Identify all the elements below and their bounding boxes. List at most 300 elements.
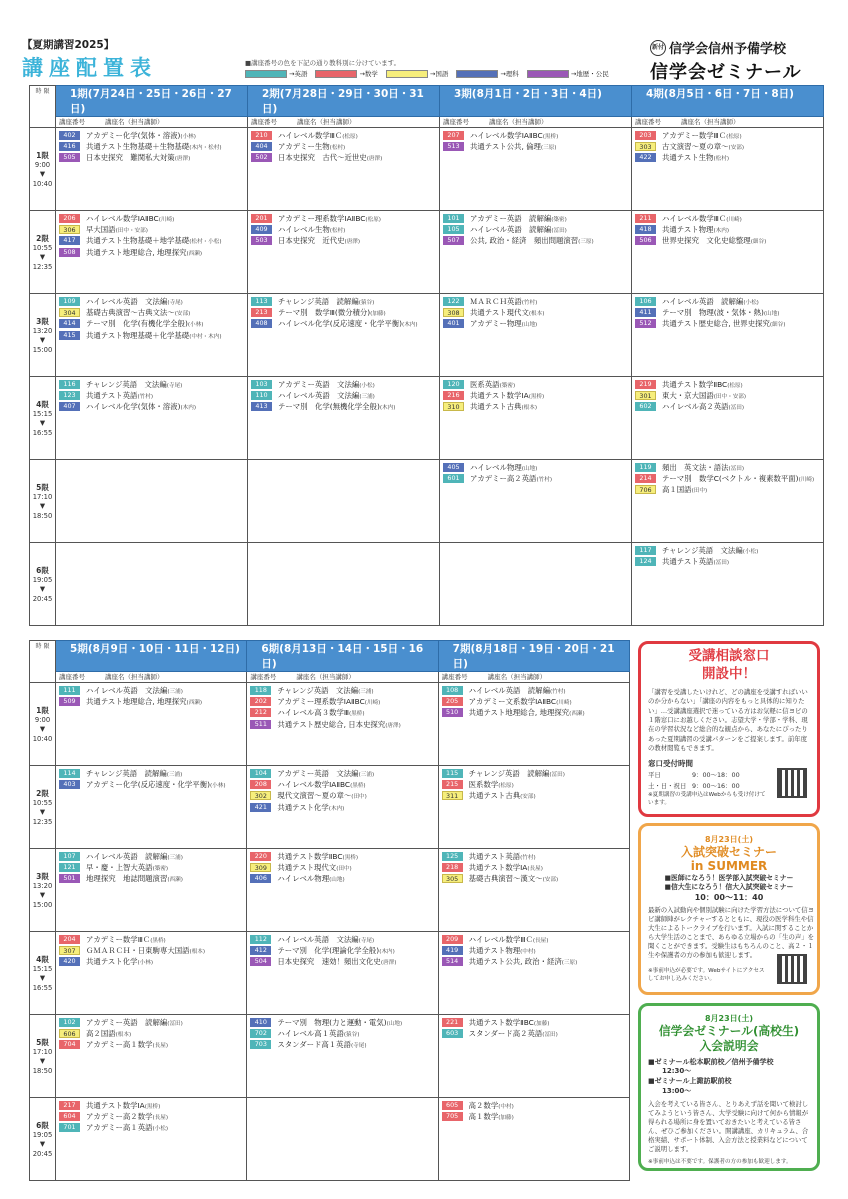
course-code: 404 [251, 142, 272, 151]
course-name: ハイレベル数学ⅠAⅡBC(川崎) [86, 214, 175, 224]
course-code: 216 [443, 391, 464, 400]
course-entry[interactable] [635, 379, 820, 390]
course-entry[interactable] [635, 296, 820, 307]
course-code: 605 [442, 1101, 463, 1110]
course-entry[interactable] [59, 1017, 243, 1028]
course-name: 早大国語(田中・安部) [86, 225, 148, 235]
course-code: 202 [250, 697, 271, 706]
course-code: 219 [635, 380, 656, 389]
course-code: 105 [443, 225, 464, 234]
course-entry[interactable] [251, 296, 436, 307]
course-entry[interactable] [59, 934, 243, 945]
schedule-cell [247, 1098, 438, 1181]
course-code: 119 [635, 463, 656, 472]
course-name: ハイレベル英語 読解編(冨田) [470, 225, 567, 235]
course-entry[interactable] [250, 790, 434, 801]
schedule-cell [56, 1015, 247, 1098]
course-code: 204 [59, 935, 80, 944]
course-entry[interactable] [59, 330, 244, 341]
course-code: 506 [635, 236, 656, 245]
course-name: 共通テスト英語(竹村) [86, 391, 154, 401]
course-entry[interactable] [59, 379, 244, 390]
course-code: 410 [250, 1018, 271, 1027]
schedule-cell [632, 460, 824, 543]
course-code: 402 [59, 131, 80, 140]
course-entry[interactable] [251, 141, 436, 152]
course-entry[interactable] [251, 235, 436, 246]
course-code: 122 [443, 297, 464, 306]
schedule-cell [56, 128, 248, 211]
schedule-cell [56, 849, 247, 932]
course-code: 303 [635, 142, 656, 151]
column-subheader: 講座番号 講座名（担当講師） [247, 672, 438, 683]
course-entry[interactable] [635, 224, 820, 235]
course-entry[interactable] [59, 945, 243, 956]
course-name: ハイレベル高１英語(猿谷) [277, 1029, 360, 1039]
schedule-cell [632, 211, 824, 294]
course-code: 414 [59, 319, 80, 328]
course-code: 419 [442, 946, 463, 955]
course-entry[interactable] [59, 851, 243, 862]
schedule-cell [56, 766, 247, 849]
legend-swatch [386, 70, 428, 78]
course-code: 309 [250, 863, 271, 872]
course-code: 403 [59, 780, 80, 789]
course-name: 早・慶・上智大英語(築密) [86, 863, 169, 873]
course-entry[interactable] [442, 696, 626, 707]
schedule-cell [248, 377, 440, 460]
course-name: ハイレベル物理(山地) [470, 463, 538, 473]
course-entry[interactable] [250, 707, 434, 718]
course-entry[interactable] [250, 873, 434, 884]
course-entry[interactable] [635, 473, 820, 484]
course-code: 308 [443, 308, 464, 317]
course-name: 共通テスト現代文(田中) [277, 863, 352, 873]
course-entry[interactable] [250, 934, 434, 945]
course-entry[interactable] [443, 224, 628, 235]
info-line2: ■ゼミナール上諏訪駅前校 [648, 1077, 732, 1086]
course-entry[interactable] [59, 779, 243, 790]
schedule-cell [56, 211, 248, 294]
course-code: 110 [251, 391, 272, 400]
course-entry[interactable] [59, 318, 244, 329]
course-entry[interactable] [59, 307, 244, 318]
course-code: 215 [442, 780, 463, 789]
course-name: アカデミー化学(反応速度・化学平衡)(小林) [86, 780, 226, 790]
schedule-cell [56, 460, 248, 543]
course-entry[interactable] [250, 768, 434, 779]
course-code: 301 [635, 391, 656, 400]
course-name: テーマ別 物理(力と運動・電気)(山地) [277, 1018, 403, 1028]
course-name: 共通テスト数学ⅡBC(黒桥) [277, 852, 359, 862]
course-entry[interactable] [635, 307, 820, 318]
course-entry[interactable] [443, 130, 628, 141]
schedule-cell [440, 294, 632, 377]
course-entry[interactable] [250, 1028, 434, 1039]
course-code: 220 [250, 852, 271, 861]
course-code: 505 [59, 153, 80, 162]
course-entry[interactable] [442, 1100, 626, 1111]
course-name: 共通テスト英語(冨田) [662, 557, 730, 567]
course-entry[interactable] [59, 247, 244, 258]
course-code: 405 [443, 463, 464, 472]
course-entry[interactable] [251, 213, 436, 224]
course-name: 共通テスト英語(竹村) [468, 852, 536, 862]
schedule-cell [632, 377, 824, 460]
course-code: 417 [59, 236, 80, 245]
info-time1: 12:30～ [662, 1067, 692, 1076]
course-name: アカデミー英語 読解編(冨田) [86, 1018, 183, 1028]
course-name: ハイレベル数学ⅢＣ(松原) [278, 131, 358, 141]
logo-mark-icon: 新付 [650, 40, 666, 56]
course-entry[interactable] [442, 1017, 626, 1028]
course-entry[interactable] [251, 318, 436, 329]
course-entry[interactable] [442, 956, 626, 967]
course-entry[interactable] [635, 141, 820, 152]
course-code: 514 [442, 957, 463, 966]
course-entry[interactable] [443, 390, 628, 401]
course-entry[interactable] [59, 1111, 243, 1122]
course-entry[interactable] [250, 685, 434, 696]
course-entry[interactable] [59, 130, 244, 141]
seminar-box [638, 823, 820, 995]
course-entry[interactable] [59, 152, 244, 163]
schedule-cell [247, 932, 438, 1015]
course-code: 604 [59, 1112, 80, 1121]
course-name: 共通テスト地理総合, 地理探究(西瀬) [86, 247, 203, 257]
course-name: ハイレベル英語 読解編(竹村) [468, 686, 566, 696]
course-entry[interactable] [442, 862, 626, 873]
course-entry[interactable] [250, 851, 434, 862]
time-slot: 6限 19:05 ▼ 20:45 [30, 543, 56, 626]
seminar-subtitle: in SUMMER [690, 859, 768, 874]
schedule-cell [56, 294, 248, 377]
course-entry[interactable] [59, 862, 243, 873]
course-code: 704 [59, 1040, 80, 1049]
legend-swatch [315, 70, 357, 78]
school-logo [650, 38, 830, 84]
time-slot: 3限 13:20 ▼ 15:00 [30, 849, 56, 932]
course-entry[interactable] [635, 152, 820, 163]
course-entry[interactable] [250, 956, 434, 967]
course-entry[interactable] [635, 556, 820, 567]
schedule-cell [632, 294, 824, 377]
course-entry[interactable] [59, 873, 243, 884]
qr-code-icon[interactable] [777, 954, 807, 984]
course-code: 701 [59, 1123, 80, 1132]
course-entry[interactable] [59, 224, 244, 235]
course-entry[interactable] [59, 1028, 243, 1039]
course-entry[interactable] [635, 545, 820, 556]
course-entry[interactable] [442, 1111, 626, 1122]
course-name: ハイレベル化学(気体・溶液)(木内) [86, 402, 197, 412]
course-entry[interactable] [635, 462, 820, 473]
course-name: アカデミー理系数学ⅠAⅡBC(松原) [278, 214, 381, 224]
course-entry[interactable] [59, 696, 243, 707]
course-entry[interactable] [251, 307, 436, 318]
legend-label: →地歴・公民 [570, 70, 609, 78]
course-entry[interactable] [59, 685, 243, 696]
time-slot: 2限 10:55 ▼ 12:35 [30, 211, 56, 294]
course-entry[interactable] [443, 473, 628, 484]
course-name: ＭＡＲＣＨ英語(竹村) [470, 297, 538, 307]
course-code: 416 [59, 142, 80, 151]
course-entry[interactable] [251, 379, 436, 390]
course-name: 古文演習～夏の章～(安部) [662, 142, 745, 152]
course-name: ＧＭＡＲＣＨ・日東駒専大国語(根本) [86, 946, 206, 956]
schedule-cell [440, 377, 632, 460]
course-entry[interactable] [442, 707, 626, 718]
course-name: ハイレベル英語 読解編(三浦) [86, 852, 183, 862]
course-name: アカデミー高１数学(長屋) [86, 1040, 169, 1050]
course-code: 207 [443, 131, 464, 140]
course-code: 115 [442, 769, 463, 778]
course-code: 412 [250, 946, 271, 955]
course-entry[interactable] [635, 130, 820, 141]
schedule-cell [247, 1015, 438, 1098]
seminar-line1: ■医師になろう！医学部入試突破セミナー [664, 873, 794, 882]
column-subheader: 講座番号 講座名（担当講師） [632, 117, 824, 128]
schedule-cell [440, 128, 632, 211]
schedule-cell [440, 460, 632, 543]
course-entry[interactable] [442, 779, 626, 790]
course-entry[interactable] [251, 130, 436, 141]
course-entry[interactable] [59, 390, 244, 401]
course-entry[interactable] [59, 1100, 243, 1111]
logo-line1: 信学会信州予備学校 [669, 42, 787, 57]
course-name: 共通テスト現代文(根本) [470, 308, 545, 318]
course-entry[interactable] [443, 462, 628, 473]
column-subheader: 講座番号 講座名（担当講師） [440, 117, 632, 128]
course-name: 共通テスト地理総合, 地理探究(西瀬) [468, 708, 585, 718]
course-entry[interactable] [635, 401, 820, 412]
schedule-cell [438, 932, 629, 1015]
hours-day: 土・日・祝日 [648, 782, 687, 791]
schedule-cell [248, 128, 440, 211]
column-subheader: 講座番号 講座名（担当講師） [248, 117, 440, 128]
course-name: ハイレベル化学(反応速度・化学平衡)(木内) [278, 319, 418, 329]
time-slot: 4限 15:15 ▼ 16:55 [30, 932, 56, 1015]
schedule-cell [247, 849, 438, 932]
course-entry[interactable] [250, 945, 434, 956]
course-entry[interactable] [442, 851, 626, 862]
time-slot: 5限 17:10 ▼ 18:50 [30, 460, 56, 543]
legend-label: →国語 [429, 70, 449, 78]
course-entry[interactable] [443, 318, 628, 329]
course-entry[interactable] [59, 235, 244, 246]
consultation-title: 受講相談窓口 [688, 648, 770, 664]
course-code: 421 [250, 803, 271, 812]
course-code: 109 [59, 297, 80, 306]
course-code: 206 [59, 214, 80, 223]
course-code: 210 [251, 131, 272, 140]
course-entry[interactable] [59, 141, 244, 152]
course-entry[interactable] [443, 296, 628, 307]
info-body: 入会を考えている皆さん、とりあえず話を聞いて検討してみようという皆さん、大学受験に向けて何から情報が得られる場所に身を置いておきたいと考えている皆さん、ぜひご参加ください。開講講座、カリキュラム、合格実績、サポート体制、入会方法と授業料などについてご説明します。 [648, 1099, 809, 1153]
qr-code-icon[interactable] [777, 768, 807, 798]
course-code: 101 [443, 214, 464, 223]
term-header: 6期(8月13日・14日・15日・16日) [247, 641, 438, 672]
course-name: ハイレベル英語 文法編(三浦) [278, 391, 375, 401]
course-entry[interactable] [59, 296, 244, 307]
legend-item [245, 69, 307, 78]
schedule-cell [438, 1015, 629, 1098]
course-code: 123 [59, 391, 80, 400]
course-name: 医系英語(築密) [470, 380, 516, 390]
course-code: 508 [59, 248, 80, 257]
course-entry[interactable] [443, 141, 628, 152]
course-entry[interactable] [250, 802, 434, 813]
course-entry[interactable] [635, 390, 820, 401]
course-entry[interactable] [443, 235, 628, 246]
legend-swatch [527, 70, 569, 78]
course-code: 124 [635, 557, 656, 566]
course-entry[interactable] [635, 318, 820, 329]
time-slot: 4限 15:15 ▼ 16:55 [30, 377, 56, 460]
course-entry[interactable] [442, 873, 626, 884]
course-code: 218 [442, 863, 463, 872]
course-code: 401 [443, 319, 464, 328]
schedule-cell [438, 766, 629, 849]
time-slot: 2限 10:55 ▼ 12:35 [30, 766, 56, 849]
course-entry[interactable] [250, 696, 434, 707]
course-entry[interactable] [635, 235, 820, 246]
course-code: 409 [251, 225, 272, 234]
course-name: アカデミー数学ⅢＣ(黒桥) [86, 935, 166, 945]
course-code: 601 [443, 474, 464, 483]
course-entry[interactable] [251, 401, 436, 412]
schedule-cell [632, 128, 824, 211]
course-name: ハイレベル数学ⅠAⅡBC(黒桥) [470, 131, 559, 141]
course-code: 606 [59, 1029, 80, 1038]
course-code: 108 [442, 686, 463, 695]
course-code: 307 [59, 946, 80, 955]
course-entry[interactable] [250, 1017, 434, 1028]
course-entry[interactable] [443, 379, 628, 390]
course-name: チャレンジ英語 文法編(寺尾) [86, 380, 183, 390]
course-entry[interactable] [442, 685, 626, 696]
course-entry[interactable] [59, 1039, 243, 1050]
course-code: 117 [635, 546, 656, 555]
course-entry[interactable] [251, 390, 436, 401]
course-name: アカデミー化学(気体・溶液)(小林) [86, 131, 196, 141]
course-name: ハイレベル数学ⅢＣ(川崎) [662, 214, 742, 224]
course-name: テーマ別 数学Ⅲ(微分積分)(加藤) [278, 308, 386, 318]
course-code: 408 [251, 319, 272, 328]
schedule-cell [56, 543, 248, 626]
schedule-cell [247, 766, 438, 849]
schedule-cell [56, 377, 248, 460]
course-entry[interactable] [59, 213, 244, 224]
course-entry[interactable] [443, 307, 628, 318]
course-entry[interactable] [251, 152, 436, 163]
course-entry[interactable] [443, 213, 628, 224]
course-name: チャレンジ英語 文法編(三浦) [277, 686, 374, 696]
seminar-date: 8月23日(土) [704, 835, 753, 844]
course-code: 121 [59, 863, 80, 872]
course-entry[interactable] [59, 1122, 243, 1133]
course-name: 共通テスト化学(小林) [86, 957, 154, 967]
course-name: アカデミー文系数学ⅠAⅡBC(川崎) [468, 697, 572, 707]
info-date: 8月23日(土) [704, 1014, 753, 1023]
consultation-body: 「講習を受講したいけれど、どの講座を受講すればいいのか分からない」「講座の内容をもっと具体的に知りたい」…受講講座選択で迷っている方はお気軽に信ヨビの１階窓口にお越しください。志望大学・学部・学科、現在の学習状況など総合的な観点から、あなたにぴったりあった夏期講習の受講パターンをご提案します。前年度の教材閲覧もできます。 [648, 688, 808, 752]
course-entry[interactable] [59, 401, 244, 412]
course-entry[interactable] [442, 934, 626, 945]
course-entry[interactable] [59, 956, 243, 967]
schedule-cell [248, 211, 440, 294]
course-code: 503 [251, 236, 272, 245]
seminar-time: 10：00～11：40 [694, 893, 764, 903]
info-time2: 13:00～ [662, 1087, 692, 1096]
course-entry[interactable] [250, 1039, 434, 1050]
course-code: 420 [59, 957, 80, 966]
course-entry[interactable] [59, 768, 243, 779]
course-entry[interactable] [250, 719, 434, 730]
course-code: 112 [250, 935, 271, 944]
course-entry[interactable] [250, 779, 434, 790]
course-name: ハイレベル生物(松村) [278, 225, 346, 235]
column-subheader: 講座番号 講座名（担当講師） [438, 672, 629, 683]
course-entry[interactable] [251, 224, 436, 235]
course-name: ハイレベル英語 文法編(寺尾) [277, 935, 375, 945]
term-header: 2期(7月28日・29日・30日・31日) [248, 86, 440, 117]
subject-legend [245, 69, 609, 78]
course-name: スタンダード高１英語(寺尾) [277, 1040, 367, 1050]
course-code: 407 [59, 402, 80, 411]
course-entry[interactable] [250, 862, 434, 873]
course-name: 共通テスト数学ⅡBC(加藤) [468, 1018, 550, 1028]
course-entry[interactable] [442, 768, 626, 779]
course-code: 702 [250, 1029, 271, 1038]
course-entry[interactable] [635, 213, 820, 224]
schedule-cell [632, 543, 824, 626]
course-name: 共通テスト物理(木内) [662, 225, 730, 235]
course-name: ハイレベル高３数学Ⅲ(黒桥) [277, 708, 365, 718]
course-entry[interactable] [442, 790, 626, 801]
column-subheader: 講座番号 講座名（担当講師） [56, 672, 247, 683]
course-name: 現代文演習～夏の章～(田中) [277, 791, 367, 801]
course-code: 125 [442, 852, 463, 861]
course-code: 501 [59, 874, 80, 883]
time-slot: 3限 13:20 ▼ 15:00 [30, 294, 56, 377]
course-code: 706 [635, 485, 656, 494]
course-name: 世界史探究 文化史総整理(細谷) [662, 236, 767, 246]
course-code: 705 [442, 1112, 463, 1121]
seminar-footnote: ※事前申込が必要です。Webサイトにアクセスしてお申し込みください。 [648, 968, 765, 983]
course-name: 地理探究 地誌問題演習(西瀬) [86, 874, 183, 884]
course-name: 共通テスト地理総合, 地理探究(西瀬) [86, 697, 203, 707]
course-entry[interactable] [635, 484, 820, 495]
course-name: アカデミー数学ⅢＣ(松原) [662, 131, 742, 141]
course-code: 509 [59, 697, 80, 706]
course-code: 413 [251, 402, 272, 411]
course-entry[interactable] [442, 1028, 626, 1039]
course-code: 120 [443, 380, 464, 389]
consultation-subtitle: 開設中！ [702, 665, 756, 682]
course-name: チャレンジ英語 文法編(小松) [662, 546, 759, 556]
course-code: 306 [59, 225, 80, 234]
course-entry[interactable] [442, 945, 626, 956]
course-name: 高１国語(田中) [662, 485, 708, 495]
course-name: チャレンジ英語 読解編(三浦) [86, 769, 183, 779]
course-name: 基礎古典演習～漢文～(安部) [468, 874, 559, 884]
course-entry[interactable] [443, 401, 628, 412]
schedule-cell [248, 294, 440, 377]
course-code: 415 [59, 331, 80, 340]
course-name: 共通テスト古典(安部) [468, 791, 536, 801]
course-name: 高２国語(根本) [86, 1029, 132, 1039]
course-name: 高２数学(中村) [468, 1101, 514, 1111]
